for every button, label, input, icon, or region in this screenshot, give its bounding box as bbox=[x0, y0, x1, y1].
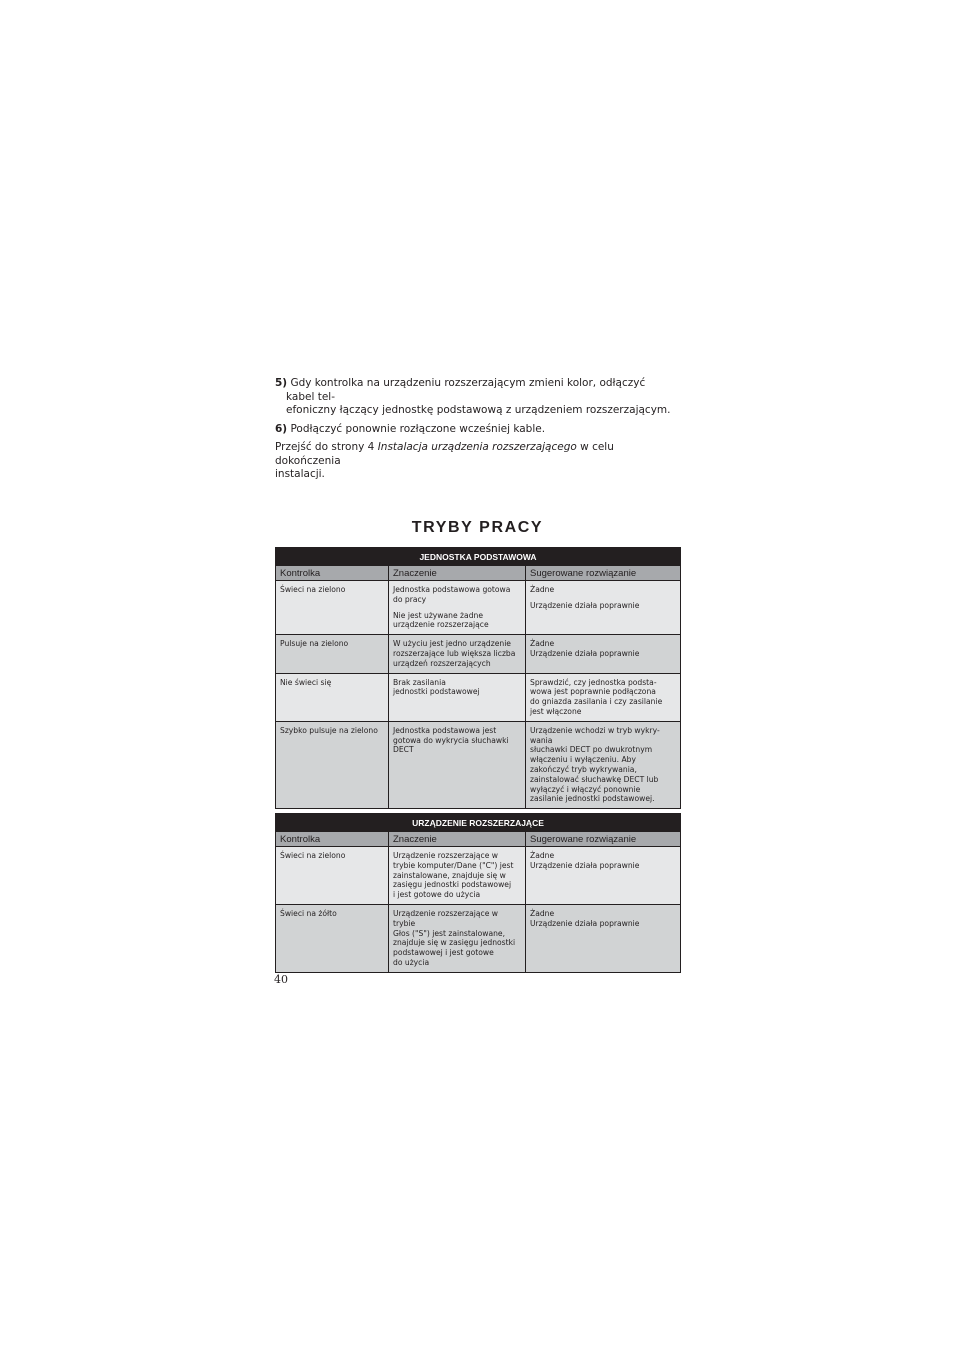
extender-column-headers bbox=[276, 832, 681, 847]
meaning-cell: W użyciu jest jedno urządzenie rozszerzające lub większa liczba urządzeń rozszerzających bbox=[389, 635, 526, 673]
step-5 bbox=[275, 377, 675, 418]
goto-text-line-2: instalacji. bbox=[275, 468, 325, 480]
base-unit-column-headers bbox=[276, 566, 681, 581]
extender-table bbox=[275, 813, 681, 973]
meaning-cell: Brak zasilania jednostki podstawowej bbox=[389, 673, 526, 721]
indicator-cell: Świeci na zielono bbox=[276, 847, 389, 905]
meaning-cell: Jednostka podstawowa gotowa do pracy Nie jest używane żadne urządzenie rozszerzające bbox=[389, 581, 526, 635]
base-unit-table-title: JEDNOSTKA PODSTAWOWA bbox=[276, 548, 681, 566]
solution-cell: Żadne Urządzenie działa poprawnie bbox=[526, 904, 681, 972]
extender-table-title: URZĄDZENIE ROZSZERZAJĄCE bbox=[276, 814, 681, 832]
column-header-solution: Sugerowane rozwiązanie bbox=[526, 566, 681, 581]
solution-cell: Żadne Urządzenie działa poprawnie bbox=[526, 635, 681, 673]
goto-text-after: w celu dokończenia bbox=[275, 441, 614, 467]
indicator-cell: Świeci na zielono bbox=[276, 581, 389, 635]
step-5-line-1: Gdy kontrolka na urządzeniu rozszerzającym zmieni kolor, odłączyć kabel tel- bbox=[286, 377, 646, 403]
indicator-cell: Pulsuje na zielono bbox=[276, 635, 389, 673]
section-title: TRYBY PRACY bbox=[411, 519, 544, 536]
indicator-cell: Nie świeci się bbox=[276, 673, 389, 721]
column-header-indicator: Kontrolka bbox=[276, 832, 389, 847]
solution-cell: Żadne Urządzenie działa poprawnie bbox=[526, 581, 681, 635]
indicator-cell: Świeci na żółto bbox=[276, 904, 389, 972]
goto-paragraph bbox=[275, 441, 675, 482]
column-header-solution: Sugerowane rozwiązanie bbox=[526, 832, 681, 847]
column-header-meaning: Znaczenie bbox=[389, 566, 526, 581]
page-number: 40 bbox=[274, 973, 288, 986]
meaning-cell: Jednostka podstawowa jest gotowa do wykrycia słuchawki DECT bbox=[389, 721, 526, 808]
table-row bbox=[276, 721, 681, 808]
column-header-indicator: Kontrolka bbox=[276, 566, 389, 581]
meaning-cell: Urządzenie rozszerzające w trybie komputer/Dane ("C") jest zainstalowane, znajduje się w zasięgu jednostki podstawowej i jest gotowe do użycia bbox=[389, 847, 526, 905]
instructions-block bbox=[275, 377, 675, 482]
meaning-cell: Urządzenie rozszerzające w trybie Głos ("S") jest zainstalowane, znajduje się w zasięgu jednostki podstawowej i jest gotowe do użycia bbox=[389, 904, 526, 972]
step-5-number: 5) bbox=[275, 377, 288, 389]
table-row bbox=[276, 847, 681, 905]
base-unit-table bbox=[275, 547, 681, 809]
solution-cell: Urządzenie wchodzi w tryb wykry- wania słuchawki DECT po dwukrotnym włączeniu i wyłączeniu. Aby zakończyć tryb wykrywania, zainstalować słuchawkę DECT lub wyłączyć i włączyć ponownie zasilanie jednostki podstawowej. bbox=[526, 721, 681, 808]
table-row bbox=[276, 581, 681, 635]
step-6 bbox=[275, 423, 675, 437]
goto-section-reference: Instalacja urządzenia rozszerzającego bbox=[377, 441, 577, 453]
solution-cell: Żadne Urządzenie działa poprawnie bbox=[526, 847, 681, 905]
column-header-meaning: Znaczenie bbox=[389, 832, 526, 847]
step-6-number: 6) bbox=[275, 422, 288, 435]
table-row bbox=[276, 673, 681, 721]
table-row bbox=[276, 635, 681, 673]
step-6-text: Podłączyć ponownie rozłączone wcześniej kable. bbox=[290, 422, 546, 435]
step-5-line-2: efoniczny łączący jednostkę podstawową z urządzeniem rozszerzającym. bbox=[286, 404, 671, 416]
indicator-cell: Szybko pulsuje na zielono bbox=[276, 721, 389, 808]
solution-cell: Sprawdzić, czy jednostka podsta- wowa jest poprawnie podłączona do gniazda zasilania i czy zasilanie jest włączone bbox=[526, 673, 681, 721]
goto-text-before: Przejść do strony 4 bbox=[275, 441, 378, 453]
table-row bbox=[276, 904, 681, 972]
